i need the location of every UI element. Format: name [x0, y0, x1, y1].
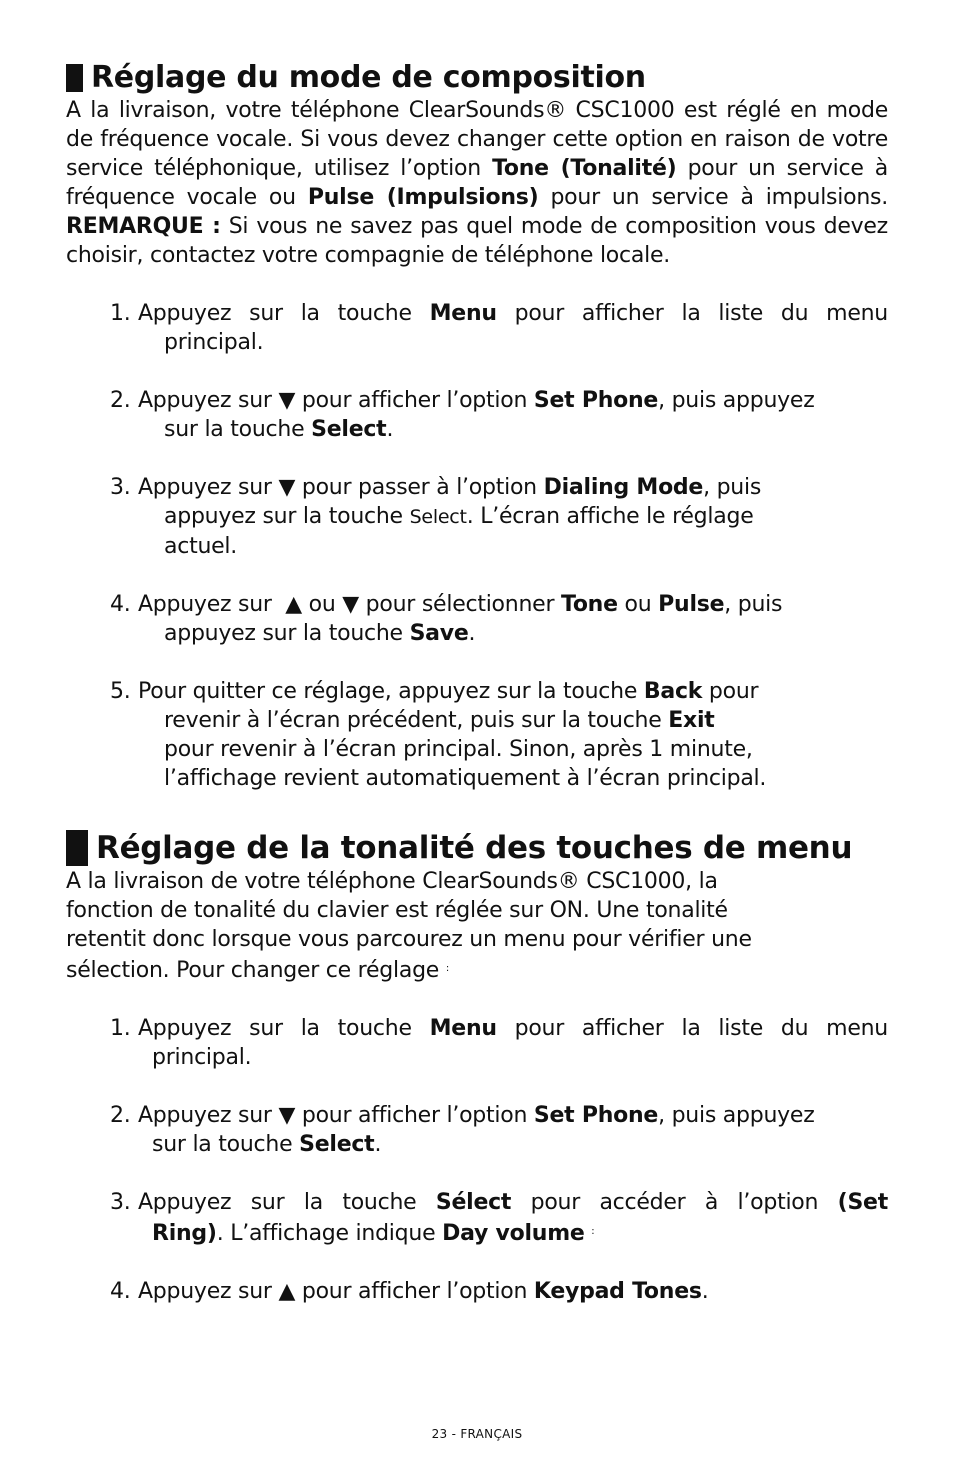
bold-term: Dialing Mode [543, 475, 704, 500]
text: A la livraison, votre téléphone ClearSounds® CSC1000 est réglé en mode de fréquence vocale. Si vous devez changer cette option en raison de votre service téléphonique, utilisez l’option [66, 98, 888, 181]
text: : [445, 963, 449, 974]
text: pour accéder à l’option [511, 1190, 838, 1215]
text: pour afficher la liste du menu [496, 301, 888, 326]
step-number: 4. [110, 592, 131, 617]
bold-term: Set Phone [533, 1103, 659, 1128]
text: A la livraison de votre téléphone ClearSounds® CSC1000, la [66, 869, 718, 894]
page-footer: 23 - FRANÇAIS [431, 1427, 523, 1441]
heading-text: Réglage de la tonalité des touches de menu [96, 830, 853, 866]
step-number: 1. [110, 301, 131, 326]
text: Pour quitter ce réglage, appuyez sur la touche [138, 679, 644, 704]
section-heading-dialing-mode [66, 60, 888, 96]
text: sélection. Pour changer ce réglage [66, 958, 440, 983]
step-number: 3. [110, 1190, 131, 1215]
text: fonction de tonalité du clavier est réglée sur ON. Une tonalité [66, 898, 728, 923]
step-number: 5. [110, 679, 131, 704]
text: , puis appuyez [658, 1103, 815, 1128]
bold-term: Back [643, 679, 703, 704]
step-number: 2. [110, 1103, 131, 1128]
document-page [66, 60, 888, 1306]
step-4-keypad [66, 1277, 888, 1306]
text: Appuyez sur ▼ pour afficher l’option [138, 1103, 534, 1128]
bold-term: Menu [429, 1016, 497, 1041]
bold-term: Tone (Tonalité) [492, 156, 677, 181]
heading-text: Réglage du mode de composition [91, 60, 646, 95]
step-number: 3. [110, 475, 131, 500]
bold-term: Pulse [658, 592, 725, 617]
step-2-keypad [66, 1101, 888, 1159]
step-1-keypad [66, 1014, 888, 1072]
bold-term: Pulse (Impulsions) [307, 185, 539, 210]
text: Si vous ne savez pas quel mode de composition vous devez choisir, contactez votre compagnie de téléphone locale. [66, 214, 888, 268]
bold-term: Select [311, 417, 387, 442]
text: Appuyez sur la touche [138, 301, 430, 326]
bold-term: Save [409, 621, 469, 646]
text: sur la touche [152, 1132, 300, 1157]
text: revenir à l’écran précédent, puis sur la touche [164, 708, 669, 733]
text: appuyez sur la touche [164, 504, 410, 529]
text: Appuyez sur ▲ ou ▼ pour sélectionner [138, 592, 561, 617]
text: Select [409, 506, 467, 528]
heading-bar-marker [66, 830, 88, 866]
text: Appuyez sur ▼ pour passer à l’option [138, 475, 544, 500]
section1-intro [66, 96, 888, 270]
text: pour [702, 679, 759, 704]
step-number: 2. [110, 388, 131, 413]
text: , puis appuyez [658, 388, 815, 413]
bold-term: Ring) [152, 1221, 217, 1246]
text: actuel. [164, 534, 238, 559]
text: . [468, 621, 476, 646]
step-5 [66, 677, 888, 793]
bold-term: Exit [668, 708, 715, 733]
step-number: 1. [110, 1016, 131, 1041]
text: Appuyez sur ▲ pour afficher l’option [138, 1279, 534, 1304]
text: ou [617, 592, 659, 617]
text: pour un service à fréquence vocale ou [66, 156, 889, 210]
text: , puis [724, 592, 783, 617]
text: sur la touche [164, 417, 312, 442]
text: . [374, 1132, 382, 1157]
text: Appuyez sur la touche [138, 1016, 430, 1041]
text: : [591, 1226, 595, 1237]
text: . [386, 417, 394, 442]
text: . L’affichage indique [216, 1221, 443, 1246]
bold-term: Menu [429, 301, 497, 326]
text: principal. [152, 1045, 252, 1070]
text: retentit donc lorsque vous parcourez un menu pour vérifier une [66, 927, 752, 952]
step-2 [66, 386, 888, 444]
step-3 [66, 473, 888, 561]
text: pour un service à impulsions. [538, 185, 888, 210]
text: Appuyez sur ▼ pour afficher l’option [138, 388, 534, 413]
section-heading-keypad-tones [66, 829, 888, 867]
text: , puis [703, 475, 762, 500]
step-number: 4. [110, 1279, 131, 1304]
bold-term: Keypad Tones [533, 1279, 702, 1304]
text: . L’écran affiche le réglage [466, 504, 754, 529]
section2-intro [66, 867, 888, 985]
heading-bar-marker [66, 64, 83, 92]
text: pour revenir à l’écran principal. Sinon, après 1 minute, [164, 737, 753, 762]
bold-term: Select [299, 1132, 375, 1157]
text: appuyez sur la touche [164, 621, 410, 646]
bold-term: REMARQUE : [66, 214, 221, 239]
text: . [701, 1279, 709, 1304]
bold-term: Day volume [442, 1221, 585, 1246]
step-4 [66, 590, 888, 648]
text: l’affichage revient automatiquement à l’écran principal. [164, 766, 767, 791]
step-1 [66, 299, 888, 357]
text: pour afficher la liste du menu [496, 1016, 888, 1041]
bold-term: Tone [560, 592, 618, 617]
bold-term: Sélect [435, 1190, 512, 1215]
text: Appuyez sur la touche [138, 1190, 436, 1215]
step-3-keypad [66, 1188, 888, 1248]
bold-term: Set Phone [533, 388, 659, 413]
text: principal. [164, 330, 264, 355]
bold-term: (Set [837, 1190, 888, 1215]
